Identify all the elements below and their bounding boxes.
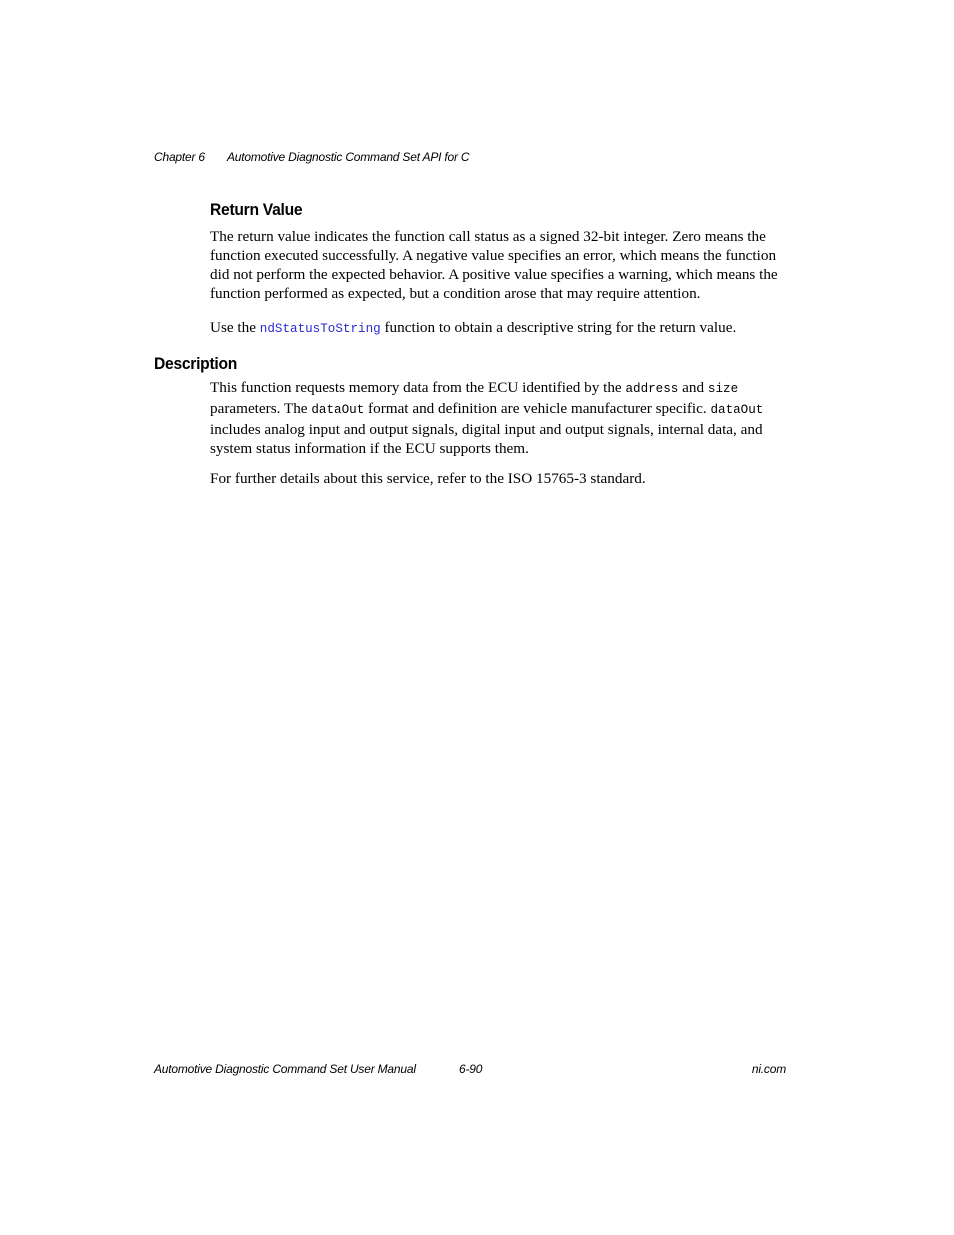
description-heading: Description bbox=[154, 354, 238, 373]
paragraph-text: Use the bbox=[210, 319, 260, 336]
status-to-string-paragraph bbox=[210, 318, 790, 339]
code-dataout: dataOut bbox=[311, 403, 365, 417]
return-value-paragraph: The return value indicates the function call status as a signed 32-bit integer. Zero means the function executed successfully. A negative value specifies an error, which means the function did not perform the expected behavior. A positive value specifies a warning, which means the function performed as expected, but a condition arose that may require attention. bbox=[210, 228, 778, 302]
chapter-label: Chapter 6 bbox=[154, 150, 205, 164]
paragraph-text: and bbox=[678, 379, 708, 396]
chapter-title: Automotive Diagnostic Command Set API for C bbox=[227, 150, 470, 164]
paragraph-text: includes analog input and output signals, digital input and output signals, internal data, and system status information if the ECU supports them. bbox=[210, 421, 763, 457]
footer-website[interactable]: ni.com bbox=[751, 1062, 786, 1076]
iso-reference-paragraph: For further details about this service, refer to the ISO 15765-3 standard. bbox=[210, 470, 646, 487]
code-dataout: dataOut bbox=[710, 403, 764, 417]
paragraph-text: parameters. The bbox=[210, 400, 312, 417]
paragraph-text: format and definition are vehicle manufacturer specific. bbox=[364, 400, 711, 417]
footer-manual-title: Automotive Diagnostic Command Set User Manual bbox=[154, 1062, 416, 1076]
return-value-heading: Return Value bbox=[210, 200, 303, 219]
running-header bbox=[154, 150, 469, 164]
paragraph-text: This function requests memory data from the ECU identified by the bbox=[210, 379, 626, 396]
description-paragraph bbox=[210, 378, 790, 458]
paragraph-text: function to obtain a descriptive string for the return value. bbox=[380, 319, 737, 336]
ndstatustostring-link[interactable]: ndStatusToString bbox=[259, 322, 381, 336]
code-address: address bbox=[625, 382, 679, 396]
footer-page-number: 6-90 bbox=[459, 1062, 483, 1076]
code-size: size bbox=[707, 382, 739, 396]
